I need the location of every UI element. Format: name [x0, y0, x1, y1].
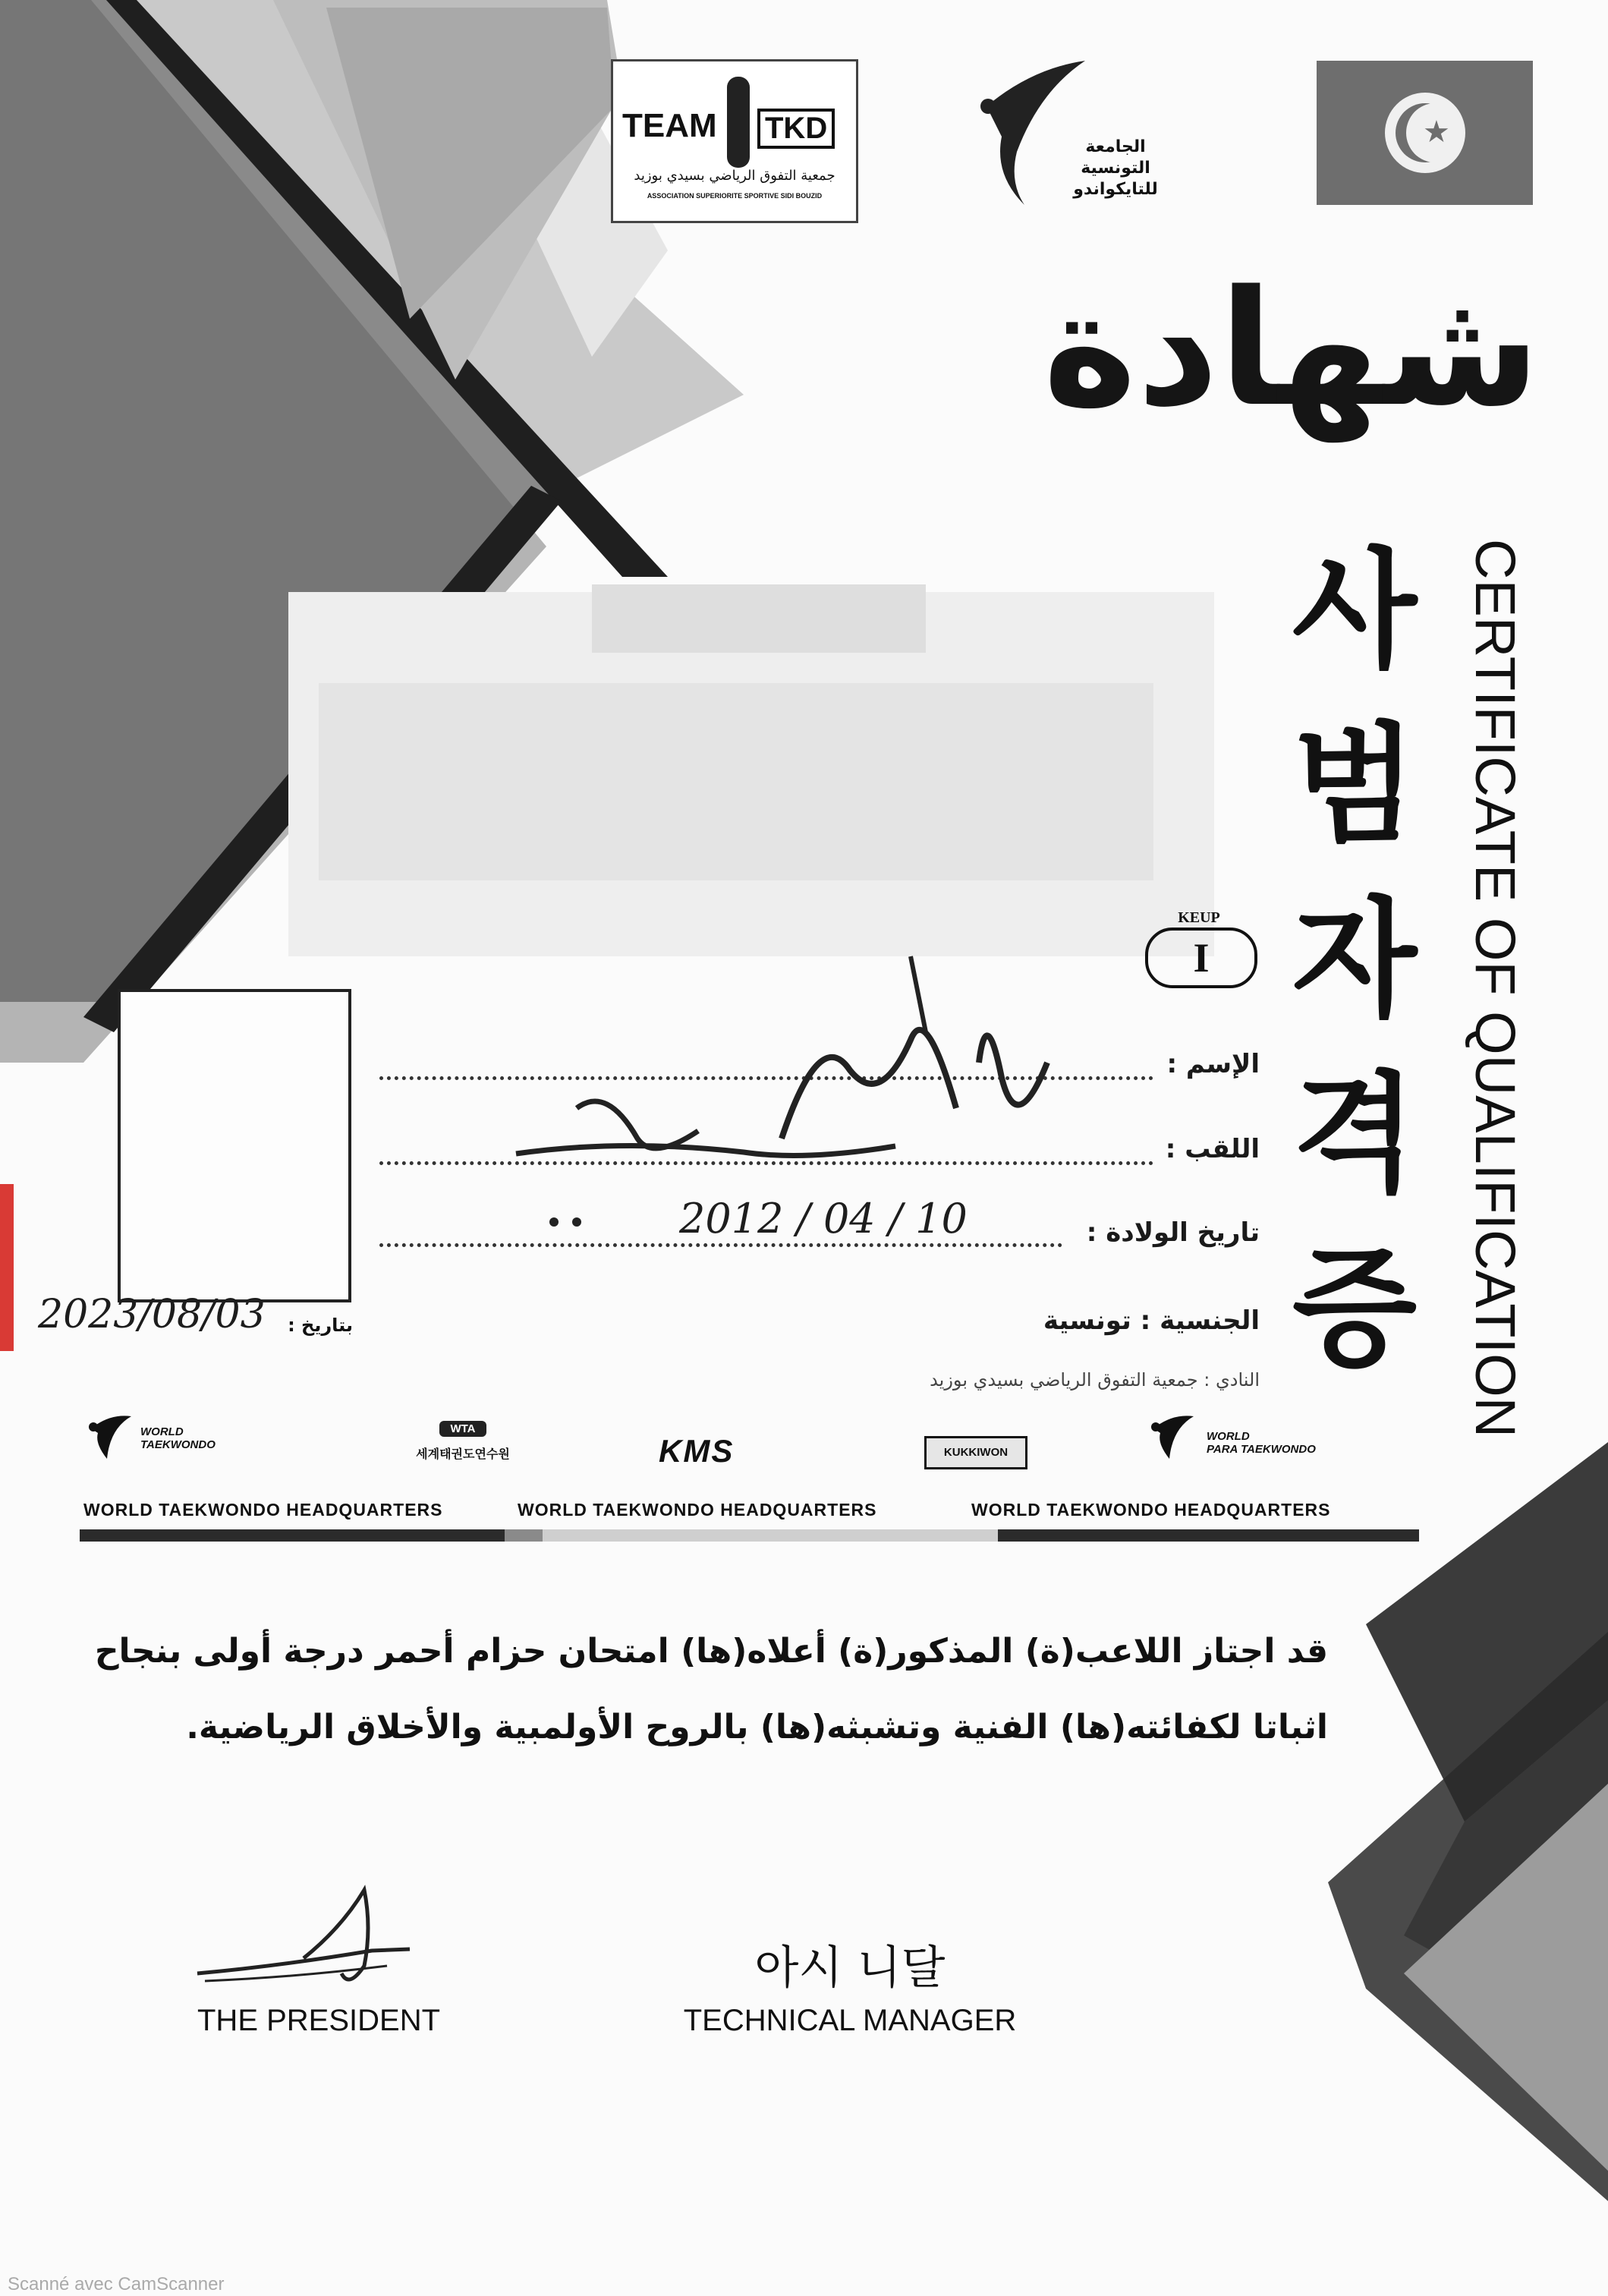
divider-bar — [80, 1529, 1419, 1542]
handwritten-name-signature — [425, 911, 1123, 1230]
wta-logo — [395, 1421, 531, 1474]
club-logo-team: TEAM — [622, 107, 717, 144]
federation-line-1: الجامعة — [1085, 137, 1146, 156]
korean-title — [1282, 524, 1427, 1397]
para-logo-line-2: PARA TAEKWONDO — [1207, 1443, 1316, 1456]
korean-char-5: 증 — [1292, 1234, 1418, 1384]
club-logo-latin: ASSOCIATION SUPERIORITE SPORTIVE SIDI BOUZID — [647, 192, 823, 200]
athlete-silhouette-icon — [727, 77, 750, 168]
korean-char-4: 격 — [1292, 1060, 1418, 1210]
hq-label-3: WORLD TAEKWONDO HEADQUARTERS — [971, 1500, 1331, 1520]
wta-logo-caption: 세계태권도연수원 — [416, 1447, 510, 1461]
birthdate-label: تاريخ الولادة : — [1086, 1217, 1260, 1248]
body-text-line-1: قد اجتاز اللاعب(ة) المذكور(ة) أعلاه(ها) امتحان حزام أحمر درجة أولى بنجاح — [94, 1632, 1328, 1671]
korean-char-3: 자 — [1292, 885, 1418, 1035]
federation-line-3: للتايكواندو — [1073, 180, 1158, 199]
club-logo-arabic: جمعية التفوق الرياضي بسيدي بوزيد — [634, 168, 835, 184]
nationality-value: تونسية — [1043, 1305, 1131, 1336]
name-label: الإسم : — [1166, 1049, 1260, 1079]
surname-label: اللقب : — [1165, 1134, 1260, 1164]
club-logo-tkd: TKD — [757, 109, 835, 149]
korean-char-1: 사 — [1292, 536, 1418, 686]
body-text-line-2: اثباتا لكفائته(ها) الفنية وتشبثه(ها) بالروح الأولمبية والأخلاق الرياضية. — [186, 1708, 1328, 1746]
world-taekwondo-logo — [87, 1413, 277, 1466]
federation-line-2: التونسية — [1081, 159, 1150, 178]
grade-badge-label: KEUP — [1178, 909, 1220, 926]
world-para-kicker-icon — [1150, 1413, 1195, 1466]
grade-badge-value: I — [1145, 928, 1257, 988]
manager-title: TECHNICAL MANAGER — [683, 2004, 1017, 2037]
president-signature — [190, 1882, 440, 1996]
manager-korean-name: 아시 니달 — [754, 1942, 946, 1995]
grade-badge — [1142, 909, 1256, 993]
photo-box — [118, 989, 351, 1302]
date-label: بتاريخ : — [288, 1315, 353, 1336]
club-row — [668, 1369, 1260, 1391]
tunisia-flag-icon: ★ — [1317, 61, 1533, 205]
world-taekwondo-kicker-icon — [87, 1413, 133, 1466]
president-title: THE PRESIDENT — [197, 2004, 441, 2037]
english-vertical-title: CERTIFICATE OF QUALIFICATION — [1464, 539, 1527, 1438]
nationality-label: الجنسية : — [1140, 1305, 1260, 1336]
wt-logo-line-2: TAEKWONDO — [140, 1438, 216, 1451]
kukkiwon-logo: KUKKIWON — [924, 1436, 1027, 1469]
birthdate-value: 2012 / 04 / 10 — [679, 1195, 968, 1242]
hq-label-2: WORLD TAEKWONDO HEADQUARTERS — [518, 1500, 877, 1520]
world-para-taekwondo-logo — [1150, 1413, 1408, 1466]
para-logo-line-1: WORLD — [1207, 1430, 1250, 1443]
nationality-row — [987, 1305, 1260, 1336]
footer-watermark: Scanné avec CamScanner — [8, 2274, 225, 2294]
club-label: النادي : — [1204, 1369, 1260, 1391]
wt-logo-line-1: WORLD — [140, 1425, 184, 1438]
club-value: جمعية التفوق الرياضي بسيدي بوزيد — [930, 1369, 1198, 1391]
korean-char-2: 범 — [1292, 710, 1418, 861]
club-logo — [611, 59, 858, 223]
date-value: 2023/08/03 — [38, 1292, 266, 1337]
wta-logo-badge: WTA — [439, 1421, 486, 1437]
birthdate-dotted-line — [379, 1243, 1062, 1247]
federation-logo — [971, 61, 1169, 228]
hq-label-1: WORLD TAEKWONDO HEADQUARTERS — [83, 1500, 443, 1520]
arabic-title: شهادة — [1043, 256, 1540, 442]
kms-logo: KMS — [659, 1433, 735, 1469]
